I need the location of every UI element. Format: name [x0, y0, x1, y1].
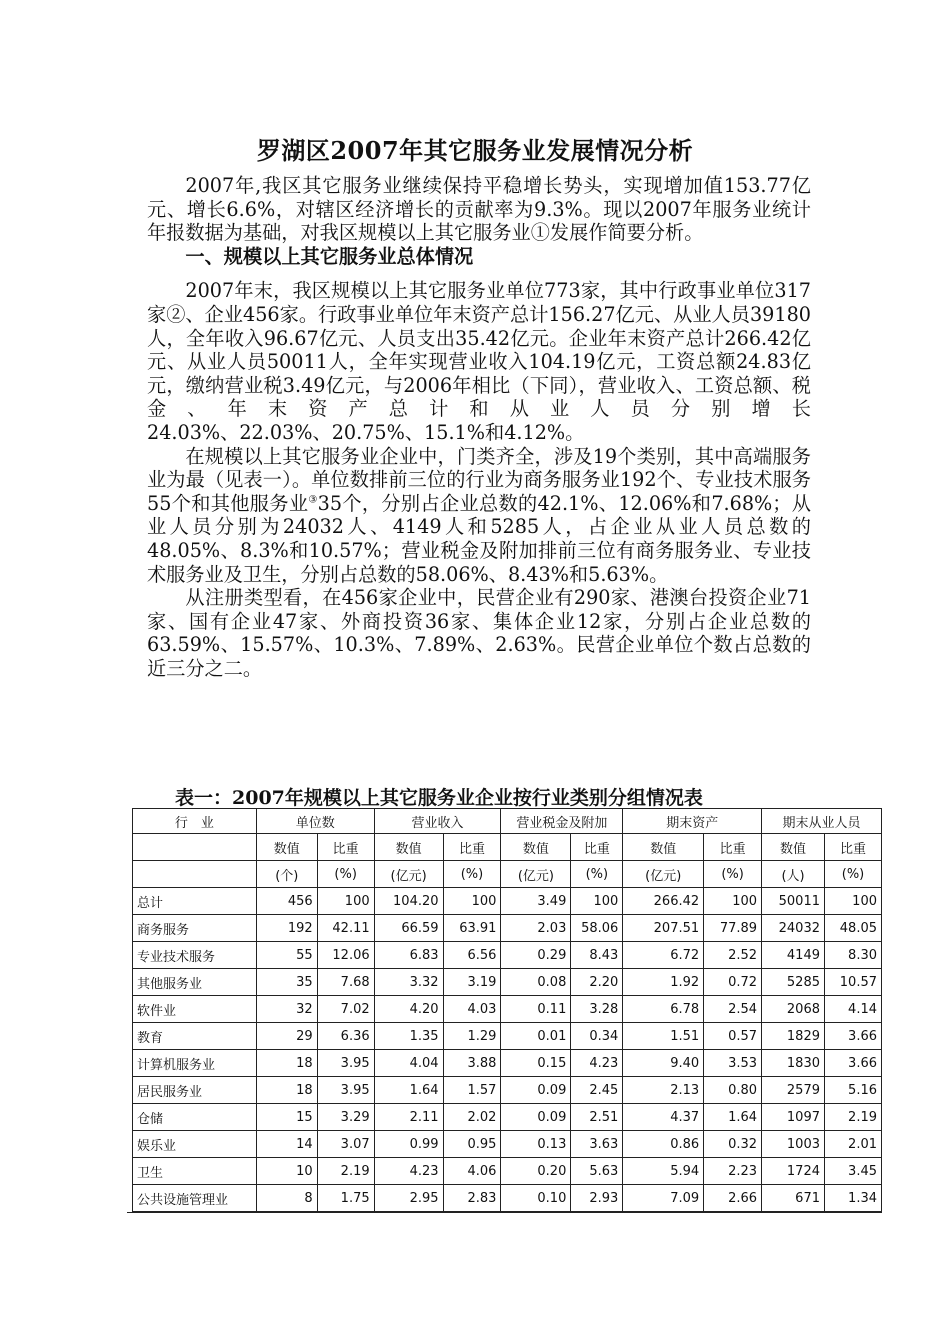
row-value-cell: 4.20: [374, 996, 443, 1023]
row-value-cell: 8: [256, 1185, 317, 1212]
row-industry-name: 公共设施管理业: [133, 1185, 257, 1212]
unit-label: (人): [762, 861, 825, 888]
row-value-cell: 1.64: [374, 1077, 443, 1104]
table-row: [133, 942, 882, 969]
row-value-cell: 5.94: [623, 1158, 704, 1185]
row-value-cell: 1.34: [825, 1185, 882, 1212]
row-value-cell: 0.99: [374, 1131, 443, 1158]
unit-label: (%): [704, 861, 762, 888]
row-value-cell: 9.40: [623, 1050, 704, 1077]
row-value-cell: 1.35: [374, 1023, 443, 1050]
row-value-cell: 0.09: [501, 1104, 571, 1131]
header-group: 期末从业人员: [762, 809, 882, 834]
row-value-cell: 3.49: [501, 888, 571, 915]
row-value-cell: 50011: [762, 888, 825, 915]
row-value-cell: 77.89: [704, 915, 762, 942]
row-industry-name: 专业技术服务: [133, 942, 257, 969]
row-value-cell: 8.43: [571, 942, 623, 969]
row-industry-name: 总计: [133, 888, 257, 915]
subheader-ratio: 比重: [825, 834, 882, 861]
row-value-cell: 2579: [762, 1077, 825, 1104]
row-value-cell: 58.06: [571, 915, 623, 942]
row-value-cell: 48.05: [825, 915, 882, 942]
row-value-cell: 5.16: [825, 1077, 882, 1104]
industry-table: [132, 808, 882, 1212]
row-industry-name: 娱乐业: [133, 1131, 257, 1158]
row-value-cell: 0.20: [501, 1158, 571, 1185]
row-value-cell: 4.23: [571, 1050, 623, 1077]
table-body: [133, 888, 882, 1212]
document-body: [147, 174, 811, 680]
row-value-cell: 3.53: [704, 1050, 762, 1077]
row-value-cell: 2.45: [571, 1077, 623, 1104]
row-value-cell: 0.13: [501, 1131, 571, 1158]
row-value-cell: 1.57: [443, 1077, 501, 1104]
row-value-cell: 2.95: [374, 1185, 443, 1212]
row-industry-name: 卫生: [133, 1158, 257, 1185]
row-value-cell: 2.01: [825, 1131, 882, 1158]
row-value-cell: 1097: [762, 1104, 825, 1131]
subheader-value: 数值: [762, 834, 825, 861]
row-value-cell: 55: [256, 942, 317, 969]
unit-label: (亿元): [623, 861, 704, 888]
row-value-cell: 12.06: [317, 942, 374, 969]
unit-label: (%): [571, 861, 623, 888]
row-value-cell: 100: [443, 888, 501, 915]
row-value-cell: 2068: [762, 996, 825, 1023]
row-value-cell: 192: [256, 915, 317, 942]
unit-label: (%): [825, 861, 882, 888]
row-value-cell: 6.83: [374, 942, 443, 969]
row-value-cell: 0.15: [501, 1050, 571, 1077]
row-value-cell: 456: [256, 888, 317, 915]
row-value-cell: 0.95: [443, 1131, 501, 1158]
row-value-cell: 32: [256, 996, 317, 1023]
row-value-cell: 1829: [762, 1023, 825, 1050]
paragraph-3-part-b: 35个，分别占企业总数的42.1%、12.06%和7.68%；从业人员分别为24032人、4149人和5285人，占企业从业人员总数的48.05%、8.3%和10.57%；营业税金及附加排前三位有商务服务业、专业技术服务业及卫生，分别占总数的58.06%、8.43%和5.63%。: [147, 491, 811, 586]
footnote-marker: ③: [308, 494, 318, 506]
row-value-cell: 6.78: [623, 996, 704, 1023]
subheader-value: 数值: [374, 834, 443, 861]
row-industry-name: 教育: [133, 1023, 257, 1050]
table-row: [133, 969, 882, 996]
row-value-cell: 7.09: [623, 1185, 704, 1212]
subheader-ratio: 比重: [443, 834, 501, 861]
table-subheader-row: [133, 834, 882, 861]
subheader-value: 数值: [256, 834, 317, 861]
row-value-cell: 5285: [762, 969, 825, 996]
row-value-cell: 1.29: [443, 1023, 501, 1050]
row-value-cell: 3.29: [317, 1104, 374, 1131]
row-value-cell: 4.04: [374, 1050, 443, 1077]
subheader-ratio: 比重: [704, 834, 762, 861]
row-value-cell: 3.07: [317, 1131, 374, 1158]
unit-label: (亿元): [374, 861, 443, 888]
paragraph-3: [147, 445, 811, 587]
row-value-cell: 671: [762, 1185, 825, 1212]
row-value-cell: 4.37: [623, 1104, 704, 1131]
row-value-cell: 3.19: [443, 969, 501, 996]
row-value-cell: 0.57: [704, 1023, 762, 1050]
row-value-cell: 4.06: [443, 1158, 501, 1185]
row-value-cell: 2.02: [443, 1104, 501, 1131]
unit-label: (%): [443, 861, 501, 888]
subheader-ratio: 比重: [571, 834, 623, 861]
row-value-cell: 0.32: [704, 1131, 762, 1158]
header-group: 期末资产: [623, 809, 762, 834]
table-header-row: [133, 809, 882, 834]
row-value-cell: 4.03: [443, 996, 501, 1023]
row-industry-name: 居民服务业: [133, 1077, 257, 1104]
unit-label: (%): [317, 861, 374, 888]
row-value-cell: 3.95: [317, 1050, 374, 1077]
row-value-cell: 2.93: [571, 1185, 623, 1212]
units-blank: [133, 861, 257, 888]
row-value-cell: 18: [256, 1050, 317, 1077]
row-value-cell: 3.45: [825, 1158, 882, 1185]
table-row: [133, 1050, 882, 1077]
header-blank: [133, 834, 257, 861]
paragraph-2-tail: 24.03%、22.03%、20.75%、15.1%和4.12%。: [147, 420, 585, 444]
header-group: 单位数: [256, 809, 374, 834]
row-value-cell: 5.63: [571, 1158, 623, 1185]
row-value-cell: 3.63: [571, 1131, 623, 1158]
row-value-cell: 7.68: [317, 969, 374, 996]
row-industry-name: 仓储: [133, 1104, 257, 1131]
row-value-cell: 18: [256, 1077, 317, 1104]
row-value-cell: 2.83: [443, 1185, 501, 1212]
row-value-cell: 100: [571, 888, 623, 915]
row-value-cell: 3.32: [374, 969, 443, 996]
row-value-cell: 4.23: [374, 1158, 443, 1185]
table-row: [133, 1104, 882, 1131]
row-industry-name: 软件业: [133, 996, 257, 1023]
row-value-cell: 0.34: [571, 1023, 623, 1050]
unit-label: (亿元): [501, 861, 571, 888]
row-value-cell: 2.03: [501, 915, 571, 942]
table-row: [133, 1023, 882, 1050]
row-value-cell: 6.72: [623, 942, 704, 969]
table-row: [133, 996, 882, 1023]
row-value-cell: 1.92: [623, 969, 704, 996]
table-base-rule: [127, 1212, 882, 1213]
row-value-cell: 3.95: [317, 1077, 374, 1104]
row-value-cell: 42.11: [317, 915, 374, 942]
paragraph-4: 从注册类型看，在456家企业中，民营企业有290家、港澳台投资企业71家、国有企业47家、外商投资36家、集体企业12家，分别占企业总数的63.59%、15.57%、10.3%、7.89%、2.63%。民营企业单位个数占总数的近三分之二。: [147, 586, 811, 680]
row-value-cell: 2.54: [704, 996, 762, 1023]
row-value-cell: 266.42: [623, 888, 704, 915]
row-value-cell: 0.10: [501, 1185, 571, 1212]
row-value-cell: 6.36: [317, 1023, 374, 1050]
row-value-cell: 2.13: [623, 1077, 704, 1104]
row-value-cell: 0.86: [623, 1131, 704, 1158]
row-value-cell: 2.66: [704, 1185, 762, 1212]
document-title: 罗湖区2007年其它服务业发展情况分析: [256, 136, 694, 165]
row-value-cell: 7.02: [317, 996, 374, 1023]
row-value-cell: 2.20: [571, 969, 623, 996]
row-value-cell: 1.75: [317, 1185, 374, 1212]
row-value-cell: 14: [256, 1131, 317, 1158]
row-value-cell: 6.56: [443, 942, 501, 969]
row-value-cell: 207.51: [623, 915, 704, 942]
table-row: [133, 915, 882, 942]
row-value-cell: 10.57: [825, 969, 882, 996]
row-industry-name: 其他服务业: [133, 969, 257, 996]
row-value-cell: 2.19: [825, 1104, 882, 1131]
row-value-cell: 0.72: [704, 969, 762, 996]
row-value-cell: 100: [704, 888, 762, 915]
row-value-cell: 0.08: [501, 969, 571, 996]
table-row: [133, 1185, 882, 1212]
row-value-cell: 10: [256, 1158, 317, 1185]
row-value-cell: 66.59: [374, 915, 443, 942]
row-industry-name: 计算机服务业: [133, 1050, 257, 1077]
table-row: [133, 1077, 882, 1104]
header-group: 营业收入: [374, 809, 501, 834]
table-title: 表一：2007年规模以上其它服务业企业按行业类别分组情况表: [175, 787, 703, 809]
row-value-cell: 15: [256, 1104, 317, 1131]
row-value-cell: 2.52: [704, 942, 762, 969]
row-value-cell: 100: [317, 888, 374, 915]
subheader-value: 数值: [623, 834, 704, 861]
row-value-cell: 4.14: [825, 996, 882, 1023]
row-industry-name: 商务服务: [133, 915, 257, 942]
unit-label: (个): [256, 861, 317, 888]
row-value-cell: 3.28: [571, 996, 623, 1023]
table-row: [133, 1131, 882, 1158]
row-value-cell: 0.09: [501, 1077, 571, 1104]
row-value-cell: 24032: [762, 915, 825, 942]
paragraph-3-part-a: 在规模以上其它服务业企业中，门类齐全，涉及19个类别，其中高端服务业为最（见表一）。单位数排前三位的行业为商务服务业192个、专业技术服务55个和其他服务业: [147, 444, 811, 515]
row-value-cell: 3.88: [443, 1050, 501, 1077]
row-value-cell: 104.20: [374, 888, 443, 915]
row-value-cell: 2.19: [317, 1158, 374, 1185]
row-value-cell: 0.11: [501, 996, 571, 1023]
row-value-cell: 1003: [762, 1131, 825, 1158]
row-value-cell: 3.66: [825, 1050, 882, 1077]
header-group: 营业税金及附加: [501, 809, 623, 834]
row-value-cell: 2.11: [374, 1104, 443, 1131]
row-value-cell: 0.01: [501, 1023, 571, 1050]
subheader-value: 数值: [501, 834, 571, 861]
row-value-cell: 1724: [762, 1158, 825, 1185]
row-value-cell: 0.29: [501, 942, 571, 969]
row-value-cell: 4149: [762, 942, 825, 969]
row-value-cell: 1.51: [623, 1023, 704, 1050]
header-industry: 行 业: [133, 809, 257, 834]
section-heading: 一、规模以上其它服务业总体情况: [185, 244, 474, 268]
row-value-cell: 2.51: [571, 1104, 623, 1131]
table-row: [133, 888, 882, 915]
table-row: [133, 1158, 882, 1185]
intro-paragraph: 2007年,我区其它服务业继续保持平稳增长势头，实现增加值153.77亿元、增长6.6%，对辖区经济增长的贡献率为9.3%。现以2007年服务业统计年报数据为基础，对我区规模以上其它服务业①发展作简要分析。: [147, 174, 811, 245]
subheader-ratio: 比重: [317, 834, 374, 861]
row-value-cell: 3.66: [825, 1023, 882, 1050]
row-value-cell: 2.23: [704, 1158, 762, 1185]
row-value-cell: 8.30: [825, 942, 882, 969]
row-value-cell: 29: [256, 1023, 317, 1050]
row-value-cell: 100: [825, 888, 882, 915]
row-value-cell: 1.64: [704, 1104, 762, 1131]
row-value-cell: 0.80: [704, 1077, 762, 1104]
row-value-cell: 63.91: [443, 915, 501, 942]
row-value-cell: 35: [256, 969, 317, 996]
row-value-cell: 1830: [762, 1050, 825, 1077]
table-units-row: [133, 861, 882, 888]
paragraph-2: 2007年末，我区规模以上其它服务业单位773家，其中行政事业单位317家②、企业456家。行政事业单位年末资产总计156.27亿元、从业人员39180人，全年收入96.67亿元、人员支出35.42亿元。企业年末资产总计266.42亿元、从业人员50011人，全年实现营业收入104.19亿元，工资总额24.83亿元，缴纳营业税3.49亿元，与2006年相比（下同），营业收入、工资总额、税金、年末资产总计和从业人员分别增长: [147, 279, 811, 421]
